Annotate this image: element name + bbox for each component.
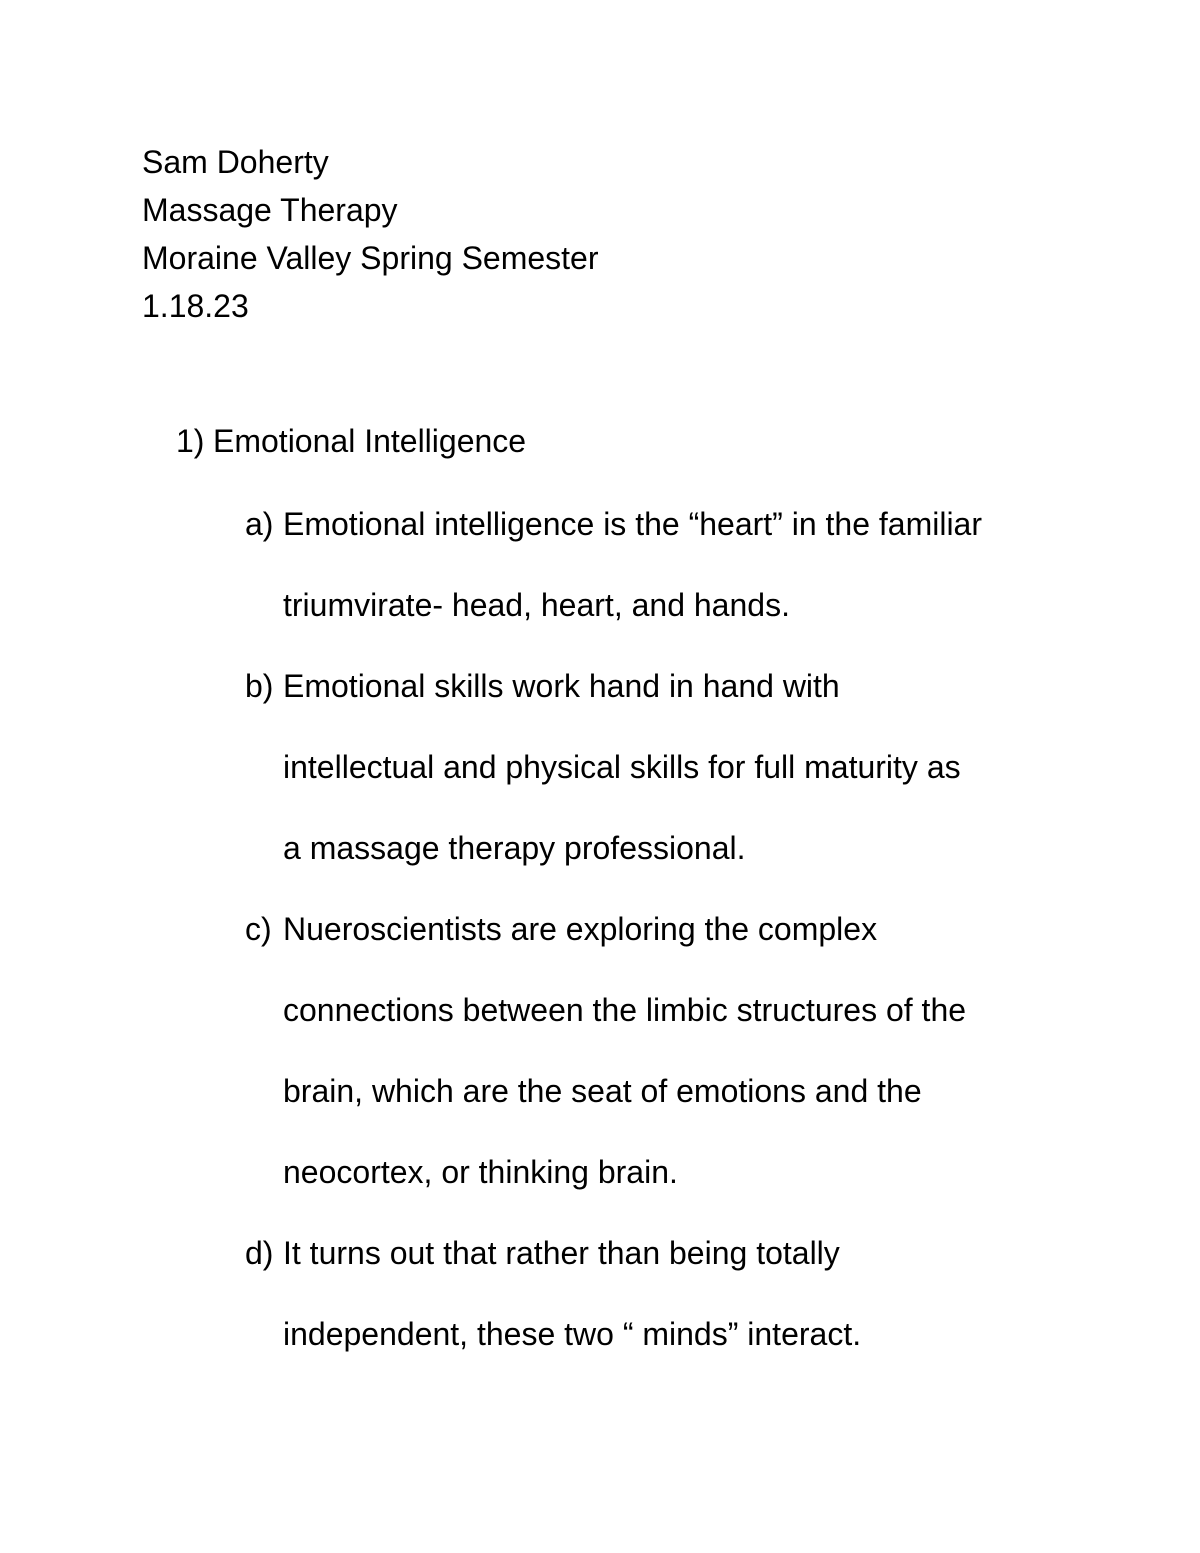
item-text bbox=[283, 1229, 1085, 1359]
course-name: Massage Therapy bbox=[142, 192, 398, 228]
item-text bbox=[283, 905, 1085, 1197]
item-line: It turns out that rather than being totally bbox=[283, 1235, 840, 1271]
item-line: a massage therapy professional. bbox=[283, 830, 746, 866]
document-date: 1.18.23 bbox=[142, 288, 249, 324]
item-text bbox=[283, 500, 1085, 630]
item-line: triumvirate- head, heart, and hands. bbox=[283, 587, 790, 623]
outline-item-a bbox=[245, 500, 1085, 630]
item-line: brain, which are the seat of emotions and the bbox=[283, 1073, 922, 1109]
outline-item-b bbox=[245, 662, 1085, 873]
item-line: independent, these two “ minds” interact. bbox=[283, 1316, 862, 1352]
item-line: connections between the limbic structures of the bbox=[283, 992, 967, 1028]
item-letter: d) bbox=[245, 1235, 274, 1271]
item-letter: b) bbox=[245, 668, 274, 704]
item-line: intellectual and physical skills for full maturity as bbox=[283, 749, 961, 785]
author-name: Sam Doherty bbox=[142, 144, 329, 180]
document-header bbox=[142, 138, 599, 330]
outline-item-c bbox=[245, 905, 1085, 1197]
section-title: Emotional Intelligence bbox=[213, 423, 527, 459]
outline-item-d bbox=[245, 1229, 1085, 1359]
school-semester: Moraine Valley Spring Semester bbox=[142, 240, 599, 276]
item-line: Emotional skills work hand in hand with bbox=[283, 668, 840, 704]
section-heading bbox=[176, 417, 526, 465]
item-line: neocortex, or thinking brain. bbox=[283, 1154, 678, 1190]
item-text bbox=[283, 662, 1085, 873]
item-line: Nueroscientists are exploring the complex bbox=[283, 911, 878, 947]
item-letter: c) bbox=[245, 911, 272, 947]
item-letter: a) bbox=[245, 506, 274, 542]
outline-list bbox=[245, 500, 1085, 1391]
item-line: Emotional intelligence is the “heart” in the familiar bbox=[283, 506, 982, 542]
section-number: 1) bbox=[176, 423, 205, 459]
